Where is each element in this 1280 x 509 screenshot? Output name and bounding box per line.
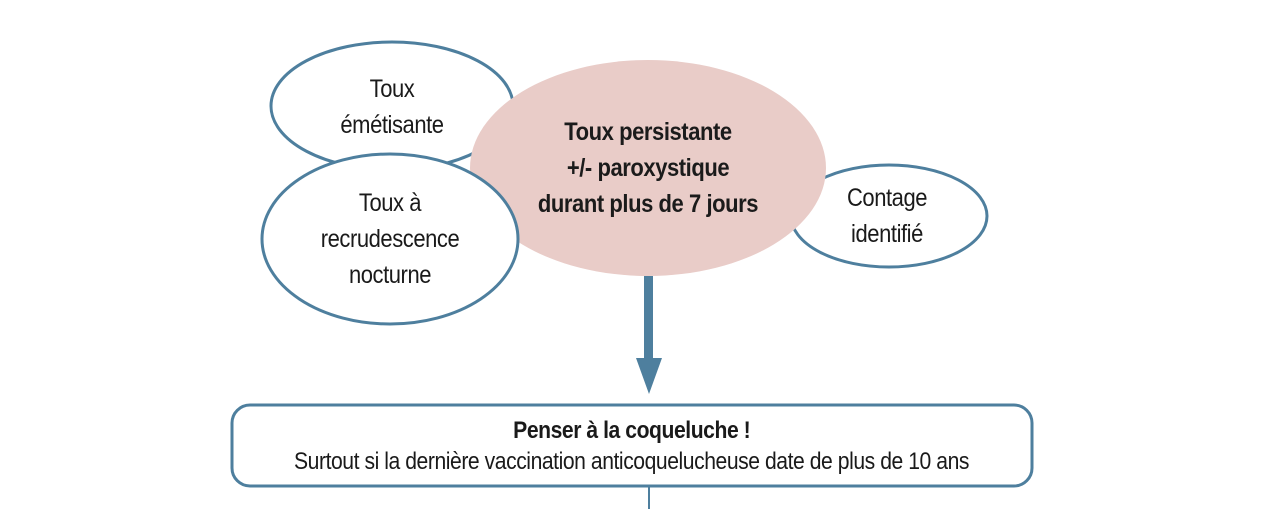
arrow-head xyxy=(636,358,662,394)
label-line: recrudescence xyxy=(320,225,460,253)
label-line: Toux xyxy=(369,75,415,103)
label-line: émétisante xyxy=(340,111,444,139)
label-line: Contage xyxy=(846,184,928,212)
conclusion-title: Penser à la coqueluche ! xyxy=(513,416,751,444)
conclusion-subtitle: Surtout si la dernière vaccination anticoquelucheuse date de plus de 10 ans xyxy=(294,447,970,475)
arrow-shaft xyxy=(644,276,653,360)
label-contage xyxy=(808,180,966,252)
label-line: nocturne xyxy=(348,261,432,289)
label-line: durant plus de 7 jours xyxy=(537,190,759,218)
label-line: Toux à xyxy=(358,189,422,217)
label-toux-persistante xyxy=(516,113,780,223)
label-line: identifié xyxy=(851,220,923,248)
label-line: +/- paroxystique xyxy=(566,154,730,182)
label-line: Toux persistante xyxy=(564,118,732,146)
label-toux-emetisante xyxy=(286,72,497,142)
conclusion-text xyxy=(232,405,1032,486)
label-toux-recrudescence xyxy=(277,184,502,294)
